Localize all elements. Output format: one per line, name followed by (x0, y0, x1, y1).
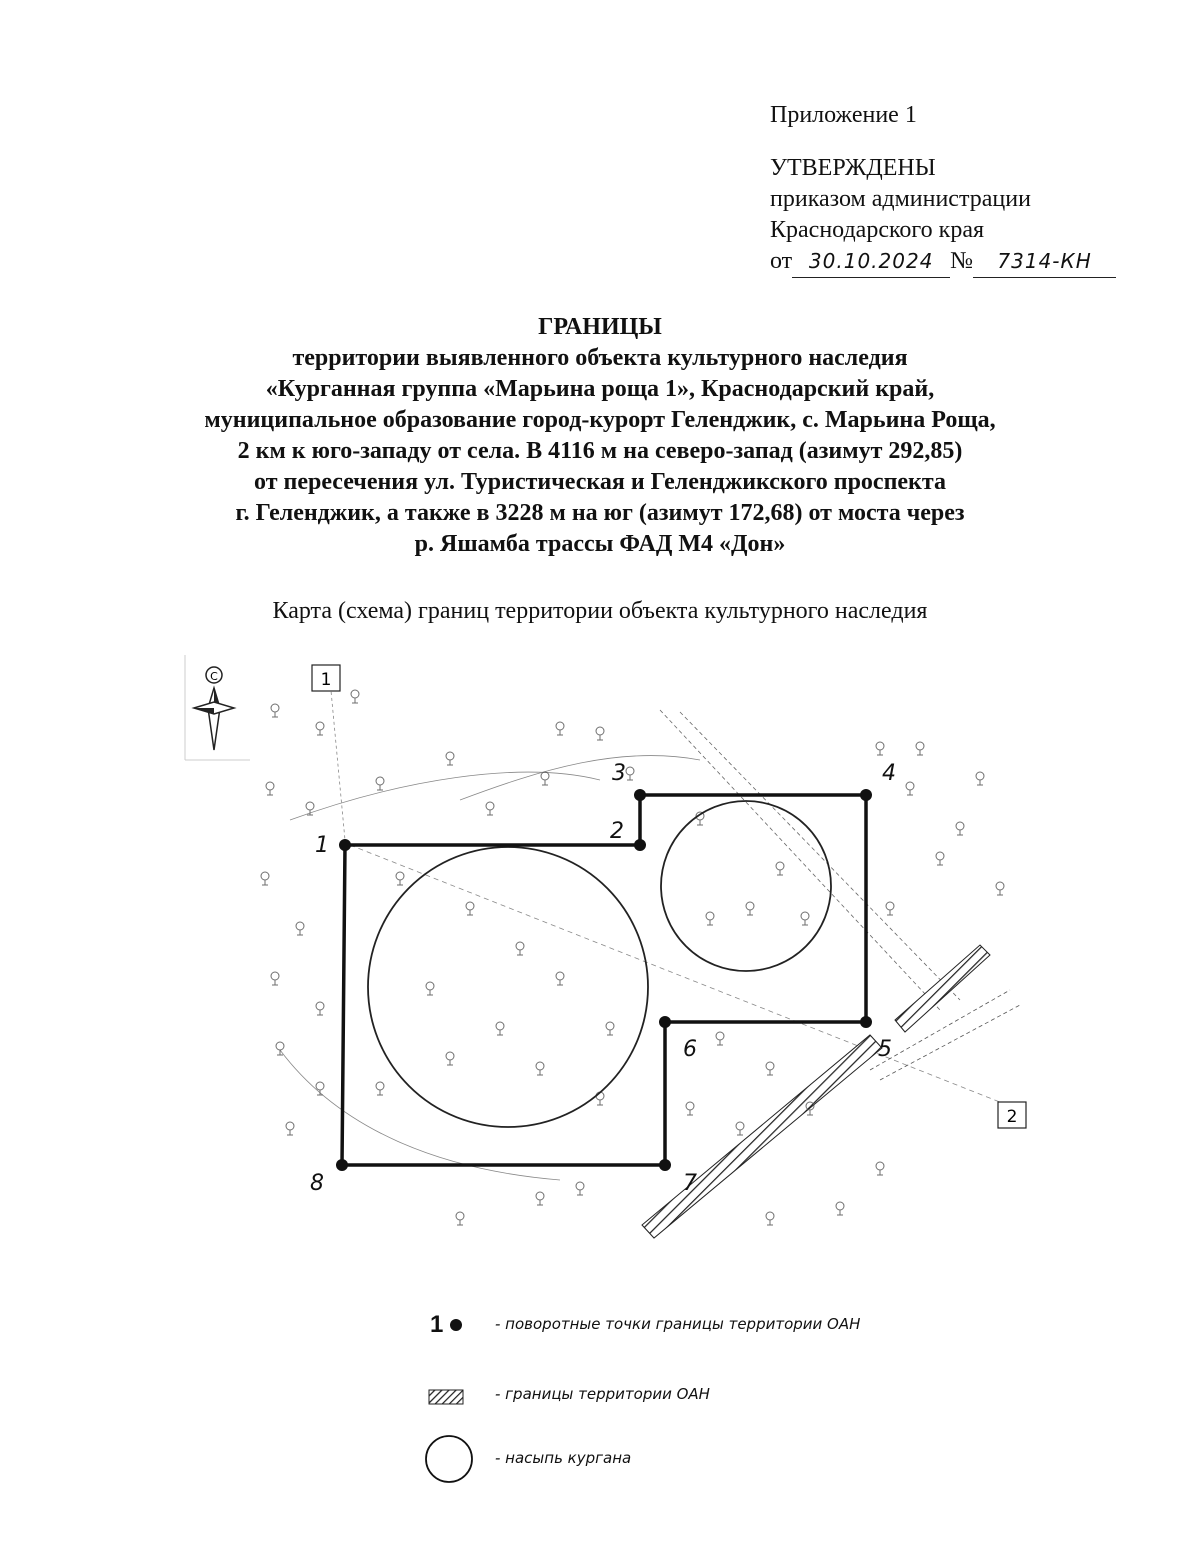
turning-point (860, 789, 872, 801)
title-line: г. Геленджик, а также в 3228 м на юг (азимут 172,68) от моста через (235, 500, 965, 526)
approval-header (770, 100, 1190, 278)
title-line: р. Яшамба трассы ФАД М4 «Дон» (414, 531, 786, 557)
legend-circle-icon (423, 1433, 475, 1485)
map-title: Карта (схема) границ территории объекта культурного наследия (272, 598, 928, 624)
order-date-line (770, 246, 1190, 278)
title-line: муниципальное образование город-курорт Геленджик, с. Марьина Роща, (204, 407, 996, 433)
mound-circle (661, 801, 831, 971)
handwritten-number: 7314-КН (973, 246, 1116, 278)
point-label: 7 (683, 1171, 697, 1196)
turning-point (634, 839, 646, 851)
turning-point (659, 1016, 671, 1028)
turning-point (336, 1159, 348, 1171)
reference-box (998, 1102, 1026, 1128)
date-prefix: от (770, 248, 793, 274)
legend-point-icon (448, 1317, 464, 1333)
turning-point (860, 1016, 872, 1028)
legend-border-text: - границы территории ОАН (495, 1385, 710, 1403)
order-line-2: Краснодарского края (770, 217, 985, 243)
legend-point-number: 1 (430, 1311, 444, 1338)
boundary-map (180, 650, 1050, 1250)
point-label: 5 (878, 1037, 892, 1062)
turning-point (659, 1159, 671, 1171)
annex-label: Приложение 1 (770, 102, 917, 128)
title-line: территории выявленного объекта культурного наследия (292, 345, 908, 371)
point-label: 8 (310, 1171, 324, 1196)
legend-point-text: - поворотные точки границы территории ОАН (495, 1315, 861, 1333)
svg-text:1: 1 (320, 670, 332, 690)
survey-lines (280, 680, 1020, 1180)
reference-box (312, 665, 340, 691)
svg-text:2: 2 (1006, 1107, 1018, 1127)
point-label: 1 (315, 833, 329, 858)
approved-label: УТВЕРЖДЕНЫ (770, 155, 936, 181)
title-line: «Курганная группа «Марьина роща 1», Краснодарский край, (265, 376, 935, 402)
mound-circle (368, 847, 648, 1127)
title-heading: ГРАНИЦЫ (538, 314, 662, 340)
order-line-1: приказом администрации (770, 186, 1031, 212)
point-label: 6 (683, 1037, 697, 1062)
road-strip-lower (642, 1035, 882, 1238)
title-line: от пересечения ул. Туристическая и Геленджикского проспекта (254, 469, 946, 495)
legend-hatch-icon (428, 1389, 464, 1405)
document-title (0, 312, 1200, 560)
turning-point (339, 839, 351, 851)
north-arrow-icon (185, 655, 250, 760)
number-prefix: № (950, 248, 974, 274)
handwritten-date: 30.10.2024 (792, 246, 950, 278)
point-label: 3 (612, 761, 626, 786)
title-line: 2 км к юго-западу от села. В 4116 м на северо-запад (азимут 292,85) (237, 438, 963, 464)
point-label: 2 (610, 819, 624, 844)
legend-mound-text: - насыпь кургана (495, 1449, 632, 1467)
turning-point (634, 789, 646, 801)
road-strip-upper (895, 945, 990, 1032)
compass-letter: С (210, 670, 218, 683)
point-label: 4 (882, 761, 896, 786)
